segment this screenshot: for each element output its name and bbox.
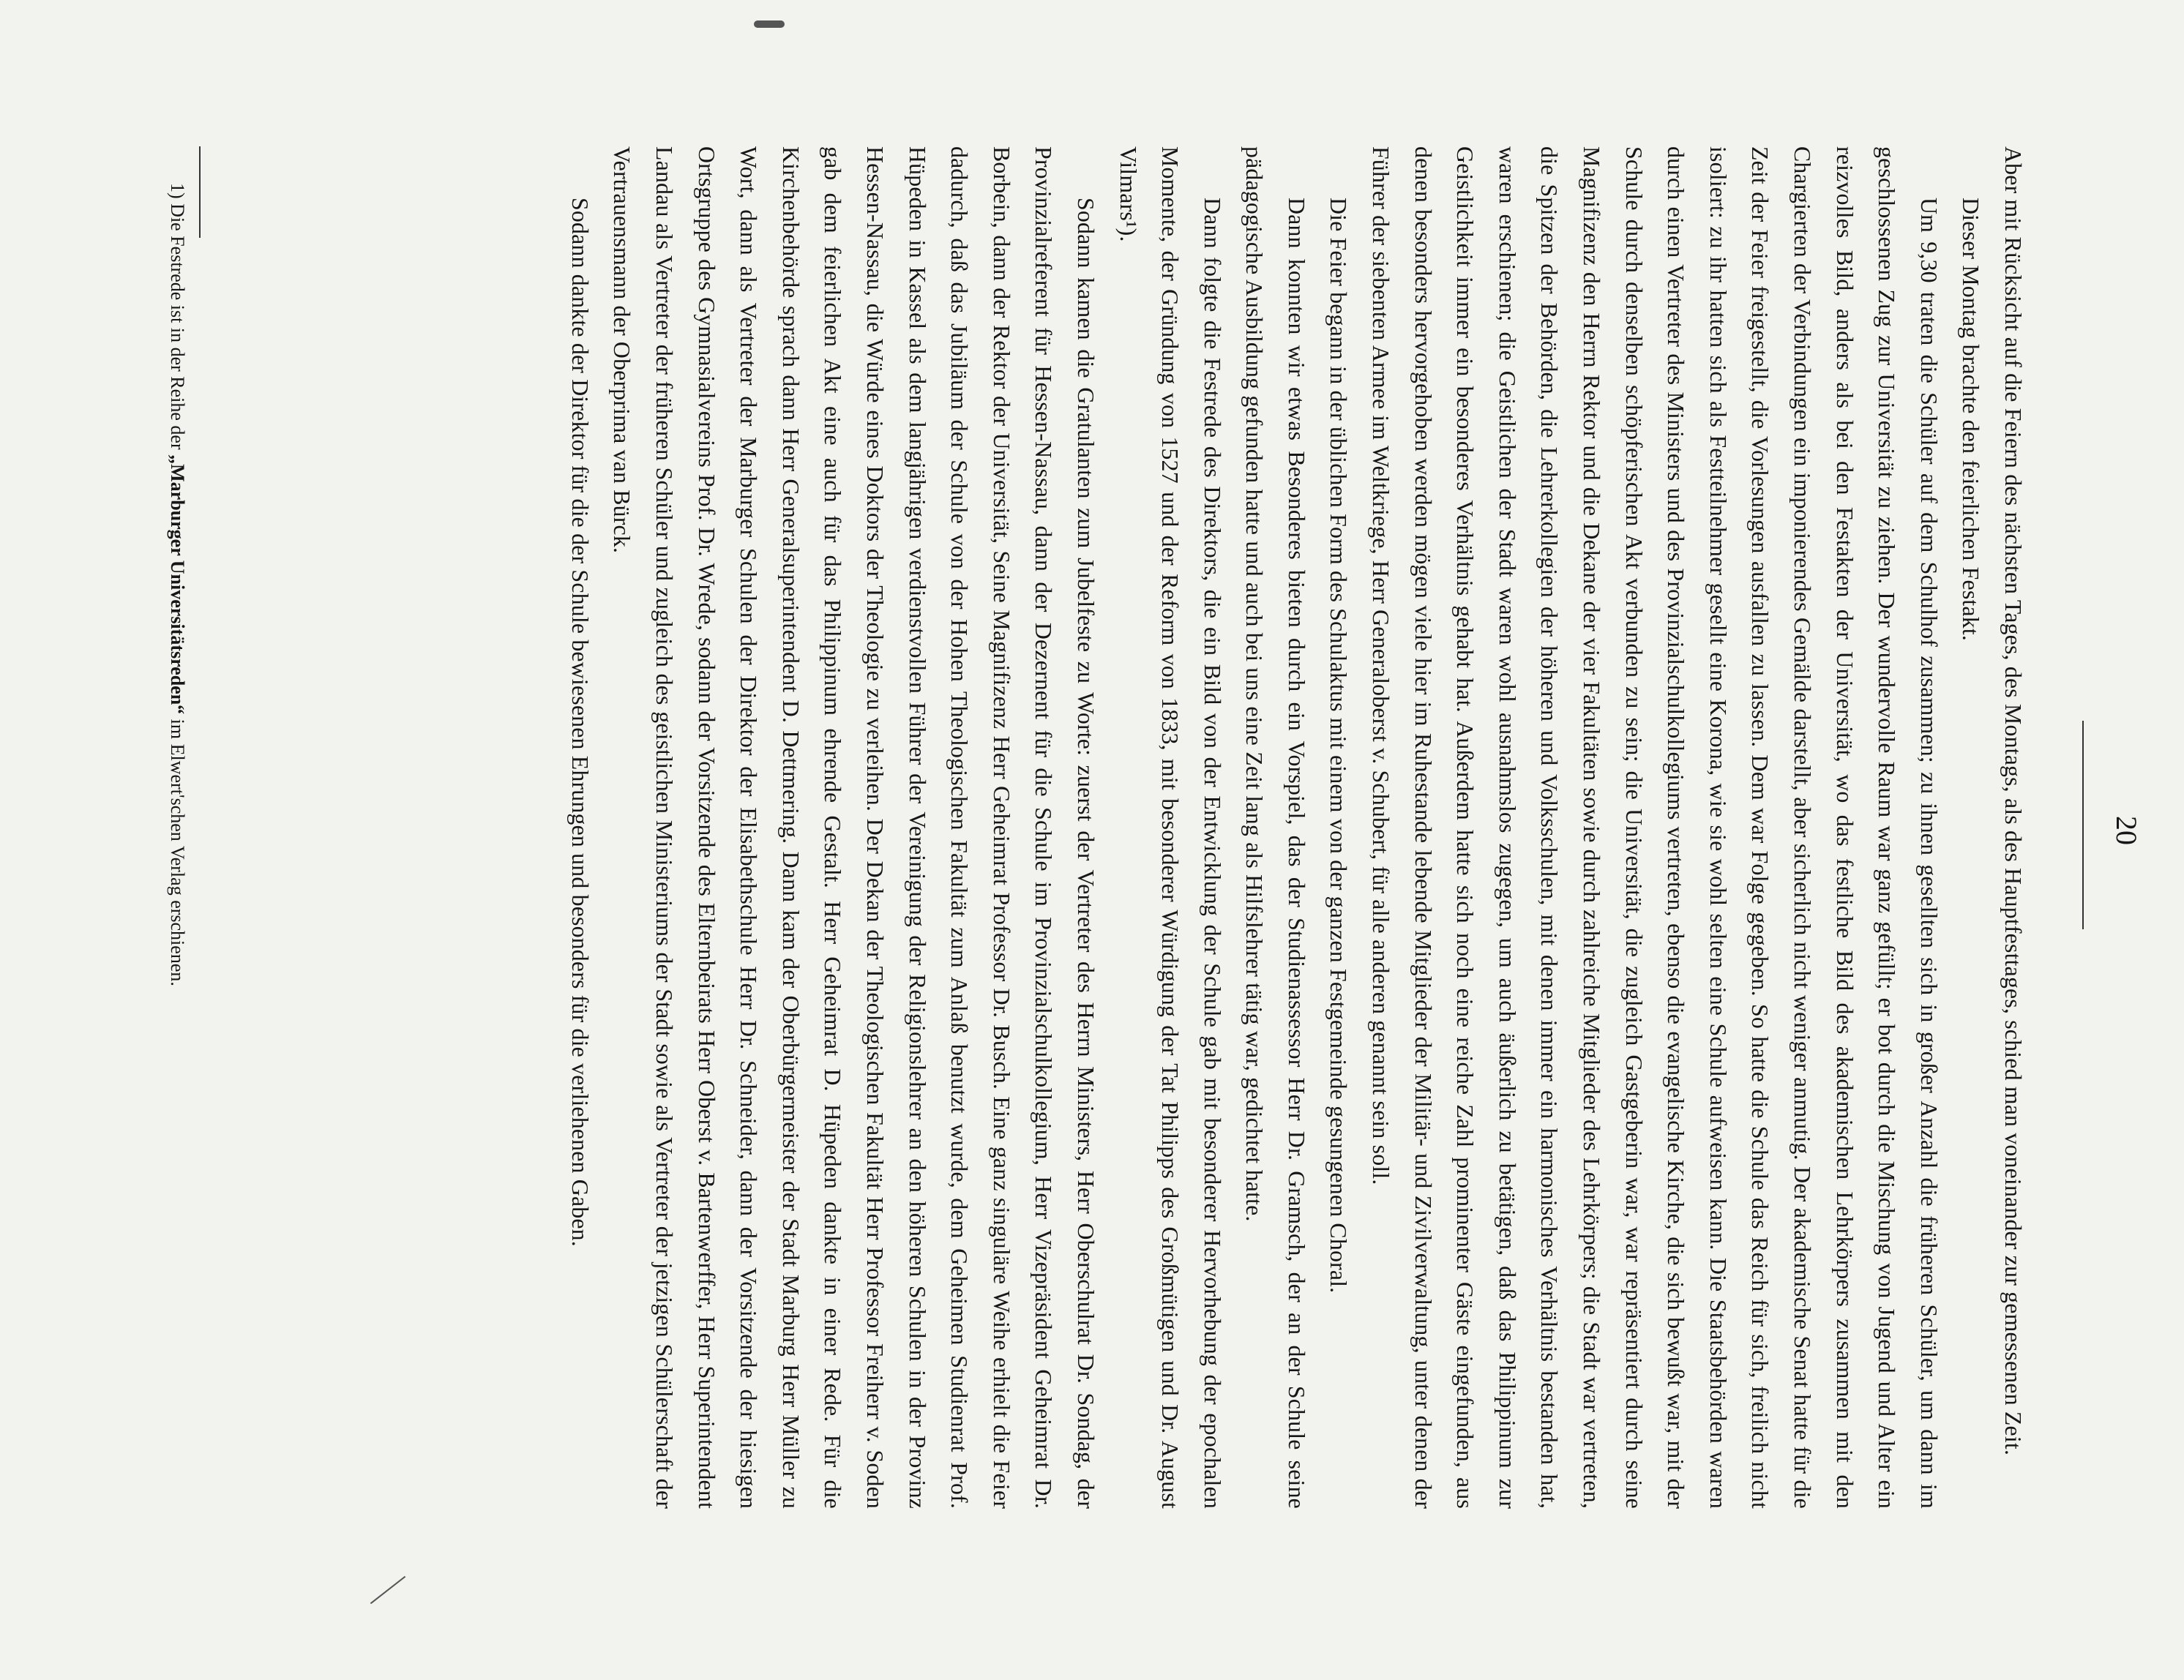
paragraph-6: Dann folgte die Festrede des Direktors, die ein Bild von der Entwicklung der Schule gab mit besonderer Hervorhebung der epochalen Momente, der Gründung von 1527 und der Reform von 1833, mit besonderer Würdigung der Tat Philipps des Großmütigen und Dr. August Vilmars¹).: [1115, 146, 1225, 1509]
footnote: [166, 183, 188, 986]
footnote-rule: [199, 146, 201, 238]
footnote-title: „Marburger Universitätsreden“: [167, 454, 188, 715]
footnote-marker: 1): [167, 183, 188, 199]
paragraph-4: Die Feier begann in der üblichen Form des Schulaktus mit einem von der ganzen Festgemeinde gesungenen Choral.: [1325, 198, 1352, 1294]
paragraph-2: Dieser Montag brachte den feierlichen Festakt.: [1958, 198, 1984, 642]
paragraph-1: Aber mit Rücksicht auf die Feiern des nächsten Tages, des Montags, als des Hauptfesttages, schied man voneinander zur gemessenen Zeit.: [2000, 146, 2026, 1456]
body-text: [558, 146, 2034, 1509]
header-rule: [2082, 721, 2084, 929]
paragraph-3: Um 9,30 traten die Schüler auf dem Schulhof zusammen; zu ihnen gesellten sich in großer Anzahl die früheren Schüler, um dann im geschlossenen Zug zur Universität zu ziehen. Der wundervolle Raum war ganz gefüllt; er bot durch die Mischung von Jugend und Alter ein reizvolles Bild, anders als bei den Festakten der Universität, wo das festliche Bild des akademischen Lehrkörpers zusammen mit den Chargierten der Verbindungen ein imponierendes Gemälde darstellt, aber sicherlich nicht weniger anmutig. Der akademische Senat hatte für die Zeit der Feier freigestellt, die Vorlesungen ausfallen zu lassen. Dem war Folge gegeben. So hatte die Schule das Reich für sich, freilich nicht isoliert: zu ihr hatten sich als Festteilnehmer gesellt eine Korona, wie sie wohl selten eine Schule aufweisen kann. Die Staatsbehörden waren durch einen Vertreter des Ministers und des Provinzialschulkollegiums vertreten, ebenso die evangelische Kirche, die sich bewußt war, mit der Schule durch denselben schöpferischen Akt verbunden zu sein; die Universität, die zugleich Gastgeberin war, war repräsentiert durch seine Magnifizenz den Herrn Rektor und die Dekane der vier Fakultäten sowie durch zahlreiche Mitglieder des Lehrkörpers; die Stadt war vertreten, die Spitzen der Behörden, die Lehrerkollegien der höheren und Volksschulen, mit denen immer ein harmonisches Verhältnis bestanden hat, waren erschienen; die Geistlichen der Stadt waren wohl ausnahmslos zugegen, um auch äußerlich zu betätigen, daß das Philippinum zur Geistlichkeit immer ein besonderes Verhältnis gehabt hat. Außerdem hatte sich noch eine reiche Zahl prominenter Gäste eingefunden, aus denen besonders hervorgehoben werden mögen viele hier im Ruhestande lebende Mitglieder der Militär- und Zivilverwaltung, unter denen der Führer der siebenten Armee im Weltkriege, Herr Generaloberst v. Schubert, für alle anderen genannt sein soll.: [1368, 146, 1942, 1509]
footnote-text-after: im Elwert'schen Verlag erschienen.: [167, 719, 188, 986]
page-number: 20: [2110, 816, 2143, 845]
paragraph-5: Dann konnten wir etwas Besonderes bieten durch ein Vorspiel, das der Studienassessor Herr Dr. Gramsch, der an der Schule seine pädagogische Ausbildung gefunden hatte und auch bei uns eine Zeit lang als Hilfslehrer tätig war, gedichtet hatte.: [1241, 146, 1309, 1509]
paragraph-7: Sodann kamen die Gratulanten zum Jubelfeste zu Worte: zuerst der Vertreter des Herrn Ministers, Herr Oberschulrat Dr. Sondag, der Provinzialreferent für Hessen-Nassau, dann der Dezernent für die Schule im Provinzialschulkollegium, Herr Vizepräsident Geheimrat Dr. Borbein, dann der Rektor der Universität, Seine Magnifizenz Herr Geheimrat Professor Dr. Busch. Eine ganz singuläre Weihe erhielt die Feier dadurch, daß das Jubiläum der Schule von der Hohen Theologischen Fakultät zum Anlaß benutzt wurde, dem Geheimen Studienrat Prof. Hüpeden in Kassel als dem langjährigen verdienstvollen Führer der Vereinigung der Religionslehrer an den höheren Schulen in der Provinz Hessen-Nassau, die Würde eines Doktors der Theologie zu verleihen. Der Dekan der Theologischen Fakultät Herr Professor Freiherr v. Soden gab dem feierlichen Akt eine auch für das Philippinum ehrende Gestalt. Herr Geheimrat D. Hüpeden dankte in einer Rede. Für die Kirchenbehörde sprach dann Herr Generalsuperintendent D. Dettmering. Dann kam der Oberbürgermeister der Stadt Marburg Herr Müller zu Wort, dann als Vertreter der Marburger Schulen der Direktor der Elisabethschule Herr Dr. Schneider, dann der Vorsitzende der hiesigen Ortsgruppe des Gymnasialvereins Prof. Dr. Wrede, sodann der Vorsitzende des Elternbeirats Herr Oberst v. Bartenwerffer, Herr Superintendent Landau als Vertreter der früheren Schüler und zugleich des geistlichen Ministeriums der Stadt sowie als Vertreter der jetzigen Schülerschaft der Vertrauensmann der Oberprima van Bürck.: [609, 146, 1099, 1509]
footnote-text-before: Die Festrede ist in der Reihe der: [167, 203, 188, 450]
ink-smudge: [754, 20, 785, 28]
paragraph-8: Sodann dankte der Direktor für die der Schule bewiesenen Ehrungen und besonders für die verliehenen Gaben.: [566, 198, 593, 1247]
